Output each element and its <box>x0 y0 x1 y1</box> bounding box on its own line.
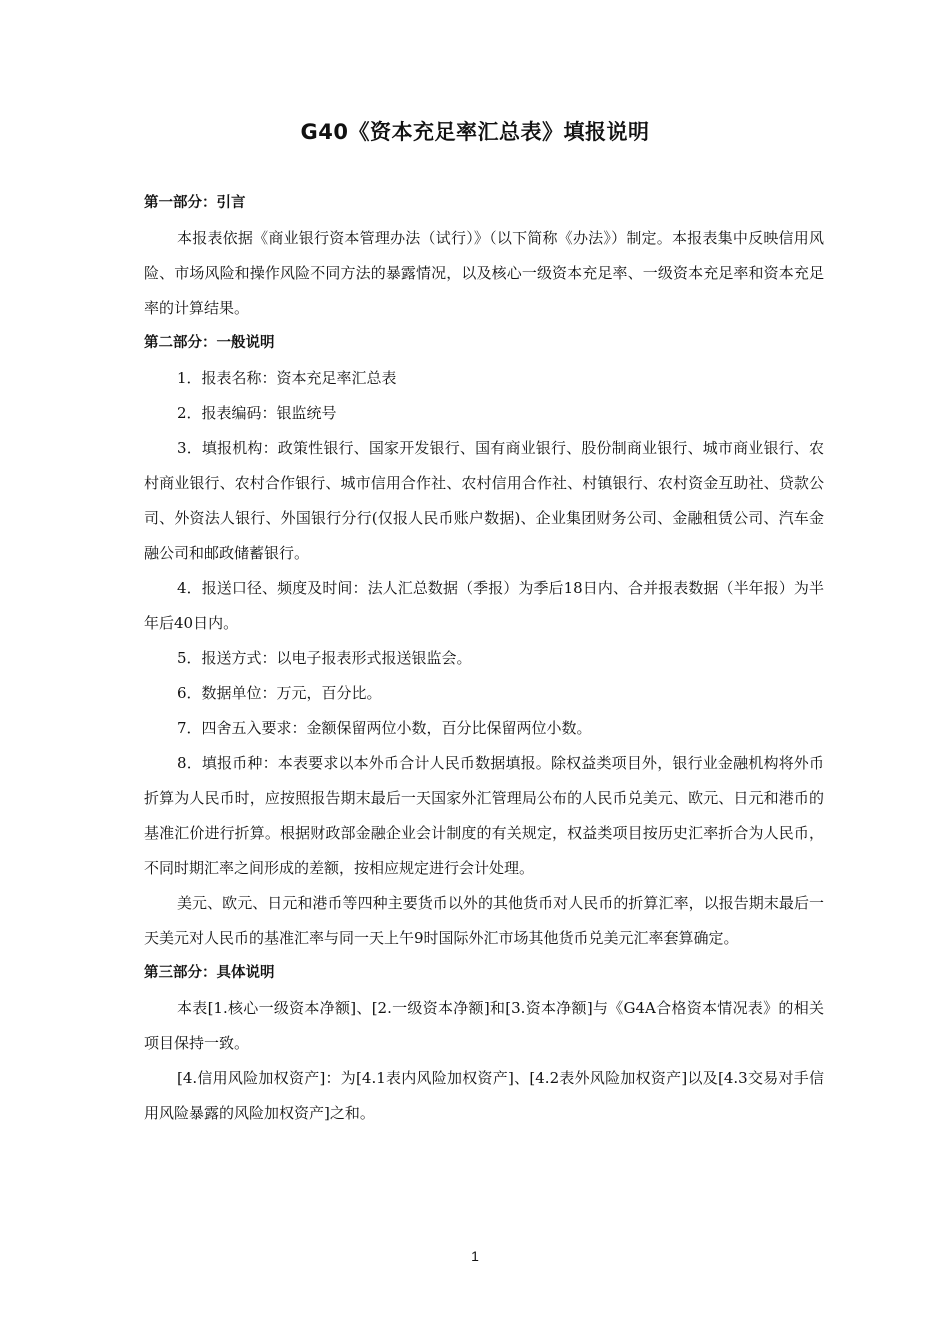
section-heading-part1: 第一部分：引言 <box>144 195 246 211</box>
section-introduction <box>144 186 824 326</box>
list-item-data-unit: 6．数据单位：万元，百分比。 <box>177 684 382 702</box>
list-item-rounding: 7．四舍五入要求：金额保留两位小数，百分比保留两位小数。 <box>177 719 592 737</box>
list-item-submission-method: 5．报送方式：以电子报表形式报送银监会。 <box>177 649 472 667</box>
page-number: 1 <box>471 1248 479 1264</box>
list-item-currency: 8．填报币种：本表要求以本外币合计人民币数据填报。除权益类项目外，银行业金融机构将外币折算为人民币时，应按照报告期末最后一天国家外汇管理局公布的人民币兑美元、欧元、日元和港币的基准汇价进行折算。根据财政部金融企业会计制度的有关规定，权益类项目按历史汇率折合为人民币，不同时期汇率之间形成的差额，按相应规定进行会计处理。 <box>144 754 824 877</box>
list-item-reporting-institutions: 3．填报机构：政策性银行、国家开发银行、国有商业银行、股份制商业银行、城市商业银行、农村商业银行、农村合作银行、城市信用合作社、农村信用合作社、村镇银行、农村资金互助社、贷款公司、外资法人银行、外国银行分行(仅报人民币账户数据)、企业集团财务公司、金融租赁公司、汽车金融公司和邮政储蓄银行。 <box>144 439 824 562</box>
section-heading-part3: 第三部分：具体说明 <box>144 965 275 981</box>
paragraph-exchange-rate: 美元、欧元、日元和港币等四种主要货币以外的其他货币对人民币的折算汇率，以报告期末最后一天美元对人民币的基准汇率与同一天上午9时国际外汇市场其他货币兑美元汇率套算确定。 <box>144 894 824 947</box>
document-body <box>144 186 824 1131</box>
list-item-reporting-scope: 4．报送口径、频度及时间：法人汇总数据（季报）为季后18日内、合并报表数据（半年报）为半年后40日内。 <box>144 579 824 632</box>
paragraph: 本报表依据《商业银行资本管理办法（试行）》（以下简称《办法》）制定。本报表集中反映信用风险、市场风险和操作风险不同方法的暴露情况，以及核心一级资本充足率、一级资本充足率和资本充足率的计算结果。 <box>144 229 824 317</box>
paragraph: [4.信用风险加权资产]：为[4.1表内风险加权资产]、[4.2表外风险加权资产]以及[4.3交易对手信用风险暴露的风险加权资产]之和。 <box>144 1069 824 1122</box>
section-heading-part2: 第二部分：一般说明 <box>144 335 275 351</box>
section-general-notes <box>144 326 824 956</box>
list-item-report-name: 1．报表名称：资本充足率汇总表 <box>177 369 397 387</box>
list-item-report-code: 2．报表编码：银监统号 <box>177 404 337 422</box>
section-specific-notes <box>144 956 824 1131</box>
paragraph: 本表[1.核心一级资本净额]、[2.一级资本净额]和[3.资本净额]与《G4A合格资本情况表》的相关项目保持一致。 <box>144 999 824 1052</box>
document-title: G40《资本充足率汇总表》填报说明 <box>300 120 650 144</box>
